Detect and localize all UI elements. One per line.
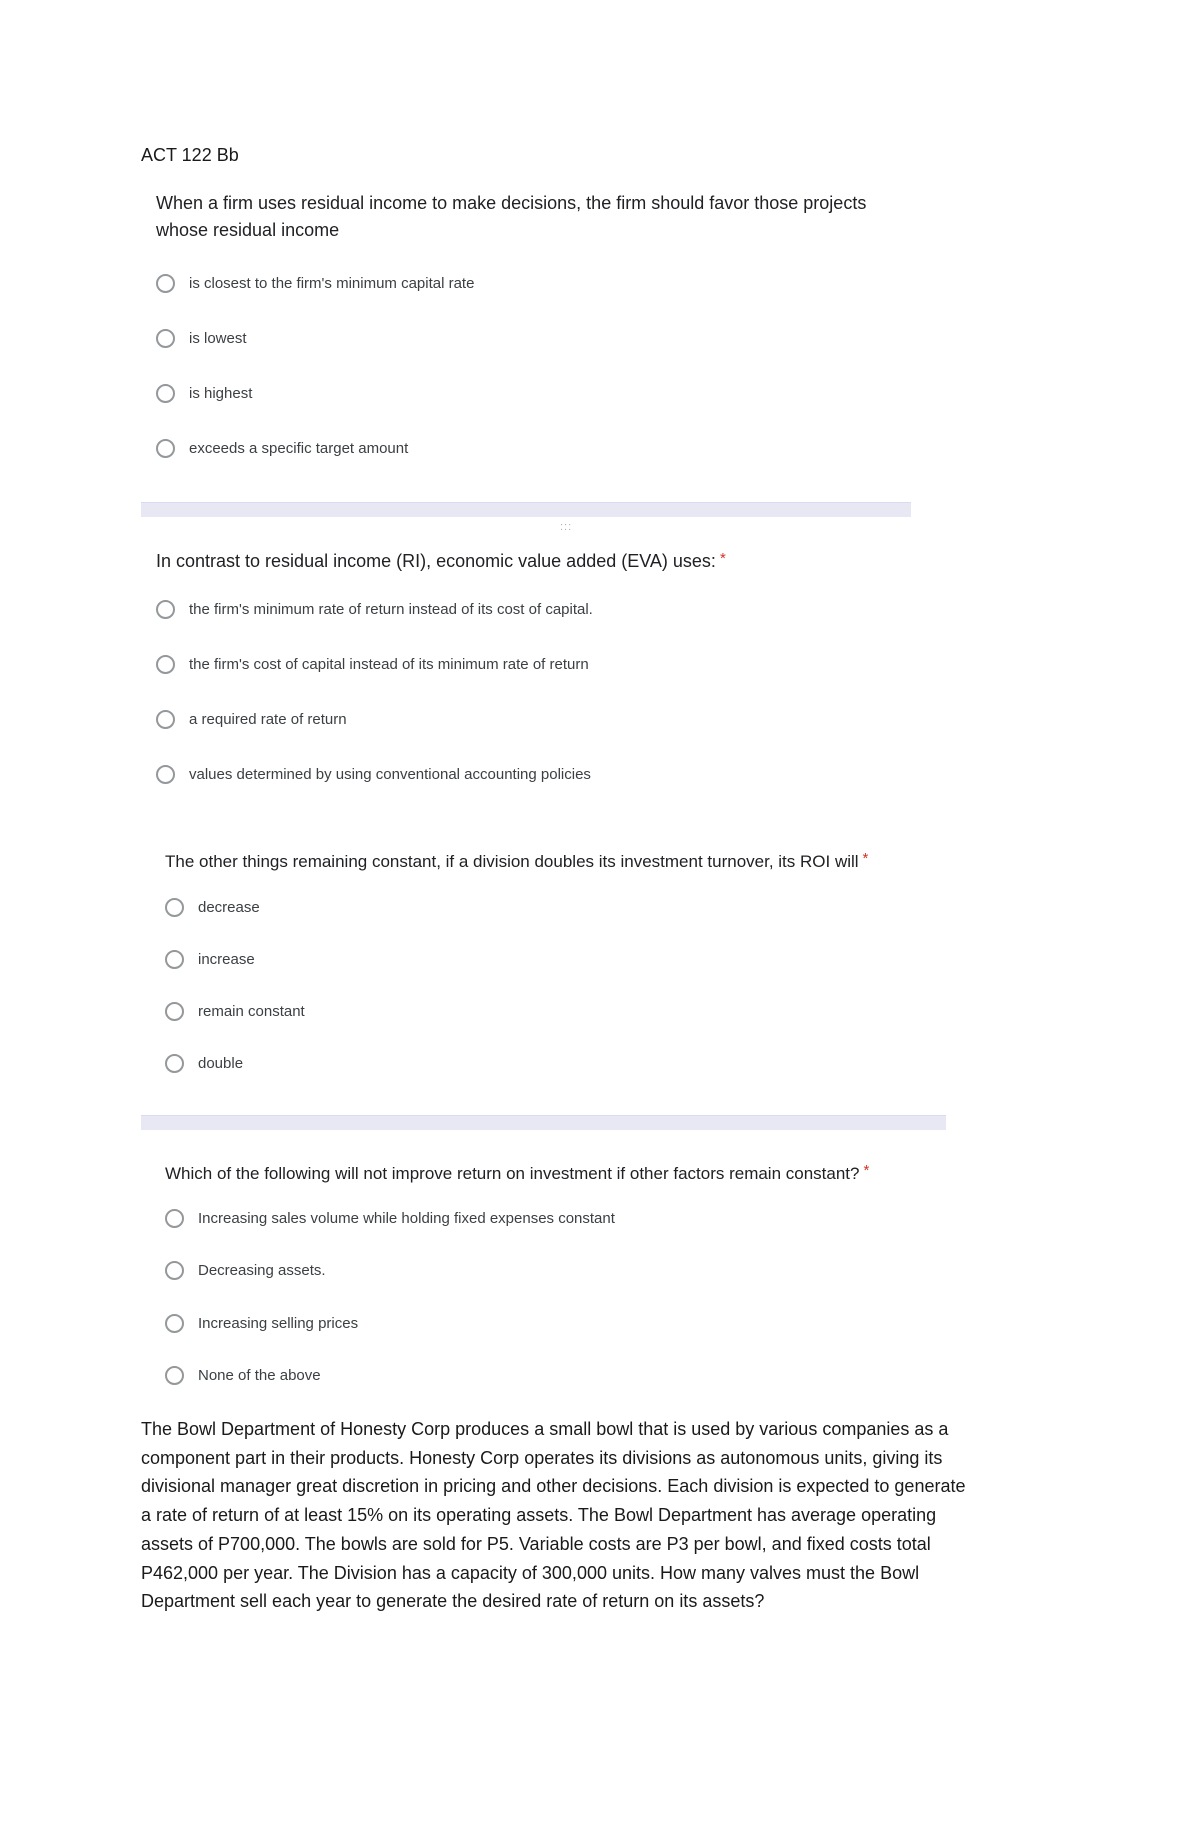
question-1-title-line1: When a firm uses residual income to make decisions, the firm should favor those projects (156, 193, 867, 213)
option-label: exceeds a specific target amount (189, 439, 409, 457)
option-label: double (198, 1054, 244, 1072)
question-3-option-2[interactable] (165, 946, 255, 972)
question-4-title (165, 1157, 869, 1187)
document-title: ACT 122 Bb (141, 145, 239, 165)
question-4-option-1[interactable] (165, 1205, 615, 1231)
option-label: a required rate of return (189, 710, 347, 728)
question-1-option-4[interactable] (156, 435, 408, 461)
question-3-title-text: The other things remaining constant, if a division doubles its investment turnover, its ROI will (165, 852, 859, 871)
question-2-title (156, 545, 726, 575)
section-divider (141, 502, 911, 517)
problem-line: assets of P700,000. The bowls are sold for P5. Variable costs are P3 per bowl, and fixed costs total (141, 1533, 931, 1554)
radio-button-icon[interactable] (165, 1314, 184, 1333)
problem-line: a rate of return of at least 15% on its operating assets. The Bowl Department has average operating (141, 1505, 937, 1526)
question-3-option-1[interactable] (165, 894, 260, 920)
required-asterisk: * (862, 850, 869, 867)
radio-button-icon[interactable] (156, 384, 175, 403)
radio-button-icon[interactable] (156, 765, 175, 784)
problem-line: The Bowl Department of Honesty Corp produces a small bowl that is used by various companies as a (141, 1419, 949, 1439)
required-asterisk: * (863, 1162, 870, 1179)
question-1-option-2[interactable] (156, 325, 247, 351)
question-4-option-3[interactable] (165, 1310, 358, 1336)
question-2-title-text: In contrast to residual income (RI), economic value added (EVA) uses: (156, 551, 716, 571)
question-2-option-4[interactable] (156, 761, 591, 787)
question-1-option-3[interactable] (156, 380, 252, 406)
option-label: is highest (189, 384, 253, 402)
problem-line: divisional manager great discretion in pricing and other decisions. Each division is expected to generate (141, 1476, 966, 1497)
question-3-title (165, 845, 868, 875)
radio-button-icon[interactable] (156, 329, 175, 348)
option-label: Increasing sales volume while holding fixed expenses constant (198, 1209, 615, 1227)
required-asterisk: * (719, 550, 726, 567)
option-label: None of the above (198, 1366, 321, 1384)
option-label: increase (198, 950, 255, 968)
radio-button-icon[interactable] (165, 950, 184, 969)
problem-line: P462,000 per year. The Division has a capacity of 300,000 units. How many valves must the Bowl (141, 1562, 920, 1583)
problem-line: component part in their products. Honesty Corp operates its divisions as autonomous units, giving its (141, 1447, 943, 1468)
question-4-option-4[interactable] (165, 1362, 321, 1388)
question-2-option-1[interactable] (156, 596, 593, 622)
radio-button-icon[interactable] (165, 1209, 184, 1228)
radio-button-icon[interactable] (156, 710, 175, 729)
option-label: the firm's minimum rate of return instead of its cost of capital. (189, 600, 593, 618)
question-2-option-3[interactable] (156, 706, 347, 732)
question-1-title (156, 190, 866, 244)
section-divider (141, 1115, 946, 1130)
question-1-option-1[interactable] (156, 270, 474, 296)
radio-button-icon[interactable] (165, 898, 184, 917)
radio-button-icon[interactable] (165, 1002, 184, 1021)
problem-line: Department sell each year to generate the desired rate of return on its assets? (141, 1591, 765, 1612)
option-label: is lowest (189, 329, 247, 347)
question-3-option-4[interactable] (165, 1050, 243, 1076)
radio-button-icon[interactable] (156, 600, 175, 619)
question-4-option-2[interactable] (165, 1257, 326, 1283)
option-label: values determined by using conventional accounting policies (189, 765, 591, 783)
option-label: decrease (198, 898, 260, 916)
drag-handle-icon[interactable]: ::: (560, 521, 573, 533)
option-label: the firm's cost of capital instead of its minimum rate of return (189, 655, 589, 673)
option-label: Decreasing assets. (198, 1261, 326, 1279)
option-label: remain constant (198, 1002, 305, 1020)
option-label: Increasing selling prices (198, 1314, 359, 1332)
question-2-option-2[interactable] (156, 651, 589, 677)
question-1-title-line2: whose residual income (156, 220, 340, 240)
radio-button-icon[interactable] (156, 274, 175, 293)
radio-button-icon[interactable] (165, 1261, 184, 1280)
radio-button-icon[interactable] (156, 439, 175, 458)
problem-paragraph (141, 1415, 1061, 1616)
radio-button-icon[interactable] (165, 1054, 184, 1073)
option-label: is closest to the firm's minimum capital rate (189, 274, 475, 292)
radio-button-icon[interactable] (156, 655, 175, 674)
radio-button-icon[interactable] (165, 1366, 184, 1385)
question-3-option-3[interactable] (165, 998, 305, 1024)
question-4-title-text: Which of the following will not improve return on investment if other factors remain constant? (165, 1164, 860, 1183)
